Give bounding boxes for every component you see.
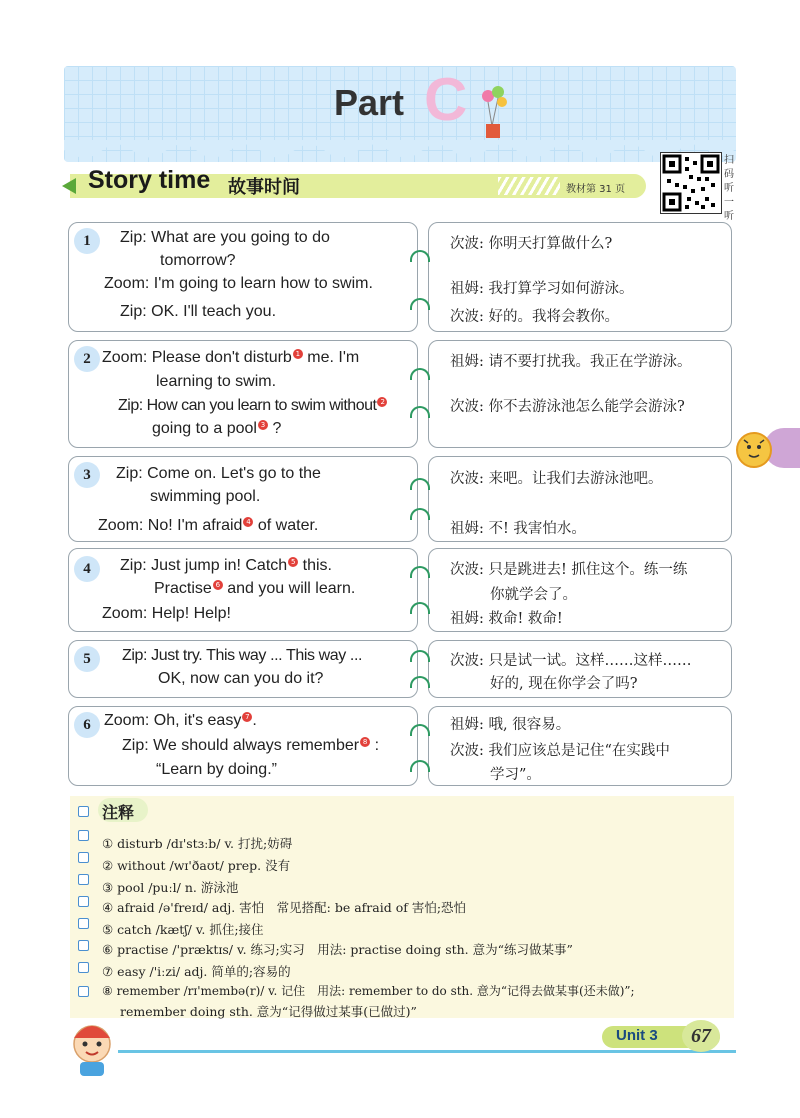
translation-line: 祖姆: 我打算学习如何游泳。 xyxy=(450,281,634,297)
balloons-icon xyxy=(478,84,508,140)
dialogue-line: Zip: Just jump in! Catch 5 this. xyxy=(120,557,332,574)
note-bullet-icon xyxy=(78,874,89,885)
dialogue-line: swimming pool. xyxy=(150,488,261,505)
note-bullet-icon xyxy=(78,940,89,951)
note-item: ⑦ easy /'iːzi/ adj. 简单的;容易的 xyxy=(102,964,291,979)
translation-line: 次波: 只是跳进去! 抓住这个。练一练 xyxy=(450,562,688,578)
footer-line xyxy=(118,1050,736,1053)
footnote-marker: 1 xyxy=(293,349,303,359)
dialogue-line: Zip: We should always remember 8 : xyxy=(122,737,380,754)
scan-listen-text: 扫 码 听 一 听 xyxy=(724,155,734,222)
binder-ring-icon xyxy=(410,602,430,614)
dialogue-line: Zoom: No! I'm afraid 4 of water. xyxy=(98,517,319,534)
dialogue-line: Zip: How can you learn to swim without 2 xyxy=(118,397,387,415)
binder-ring-icon xyxy=(410,478,430,490)
binder-ring-icon xyxy=(410,298,430,310)
note-item: remember doing sth. 意为“记得做过某事(已做过)” xyxy=(120,1004,417,1019)
footnote-marker: 8 xyxy=(360,737,370,747)
binder-ring-icon xyxy=(410,760,430,772)
textbook-page-ref: 教材第 31 页 xyxy=(566,184,626,195)
part-title: Part xyxy=(334,82,405,123)
panel-number: 5 xyxy=(74,646,100,672)
dialogue-line: OK, now can you do it? xyxy=(158,670,324,687)
translation-line: 学习”。 xyxy=(490,767,541,783)
translation-line: 祖姆: 请不要打扰我。我正在学游泳。 xyxy=(450,354,692,370)
dialogue-line: Zip: What are you going to do xyxy=(120,229,330,246)
tiger-icon xyxy=(736,432,772,468)
binder-ring-icon xyxy=(410,566,430,578)
story-title: Story time xyxy=(88,166,211,194)
note-item: ⑤ catch /kætʃ/ v. 抓住;接住 xyxy=(102,922,264,937)
binder-ring-icon xyxy=(410,250,430,262)
translation-line: 祖姆: 哦, 很容易。 xyxy=(450,717,571,733)
binder-ring-icon xyxy=(410,650,430,662)
note-bullet-icon xyxy=(78,806,89,817)
translation-line: 祖姆: 救命! 救命! xyxy=(450,611,563,627)
dialogue-line: tomorrow? xyxy=(160,252,236,269)
dialogue-line: Zoom: Help! Help! xyxy=(102,605,231,622)
note-bullet-icon xyxy=(78,830,89,841)
note-item: ② without /wɪ'ðaʊt/ prep. 没有 xyxy=(102,858,291,873)
dialogue-line: Zoom: Oh, it's easy 7 . xyxy=(104,712,257,729)
translation-line: 祖姆: 不! 我害怕水。 xyxy=(450,521,586,537)
translation-line: 次波: 我们应该总是记住“在实践中 xyxy=(450,743,670,759)
binder-ring-icon xyxy=(410,724,430,736)
story-triangle-icon xyxy=(62,178,76,194)
binder-ring-icon xyxy=(410,368,430,380)
qr-code-icon[interactable] xyxy=(660,152,722,214)
dialogue-line: learning to swim. xyxy=(156,373,277,390)
dialogue-line: going to a pool 3 ? xyxy=(152,420,282,437)
binder-ring-icon xyxy=(410,508,430,520)
dialogue-line: Zip: Come on. Let's go to the xyxy=(116,465,321,482)
stripes-decoration xyxy=(498,177,560,195)
page-number: 67 xyxy=(682,1020,720,1052)
panel-number: 2 xyxy=(74,346,100,372)
panel-number: 1 xyxy=(74,228,100,254)
footnote-marker: 3 xyxy=(258,420,268,430)
dialogue-line: Zip: Just try. This way ... This way ... xyxy=(122,647,363,664)
part-letter: C xyxy=(424,66,468,133)
note-item: ④ afraid /ə'freɪd/ adj. 害怕 常见搭配: be afraid of 害怕;恐怕 xyxy=(102,900,467,915)
translation-line: 次波: 只是试一试。这样……这样…… xyxy=(450,653,692,669)
translation-line: 次波: 来吧。让我们去游泳池吧。 xyxy=(450,471,663,487)
dialogue-line: Practise 6 and you will learn. xyxy=(154,580,356,597)
dialogue-line: Zip: OK. I'll teach you. xyxy=(120,303,277,320)
translation-line: 次波: 好的。我将会教你。 xyxy=(450,309,619,325)
translation-line: 你就学会了。 xyxy=(490,587,577,603)
note-bullet-icon xyxy=(78,918,89,929)
note-item: ⑥ practise /'præktɪs/ v. 练习;实习 用法: practise doing sth. 意为“练习做某事” xyxy=(102,942,573,957)
panel-number: 4 xyxy=(74,556,100,582)
note-item: ⑧ remember /rɪ'membə(r)/ v. 记住 用法: remember to do sth. 意为“记得去做某事(还未做)”; xyxy=(102,984,635,998)
story-title-cn: 故事时间 xyxy=(228,177,300,198)
binder-ring-icon xyxy=(410,676,430,688)
unit-label: Unit 3 xyxy=(616,1027,658,1044)
panel-number: 3 xyxy=(74,462,100,488)
dialogue-line: Zoom: I'm going to learn how to swim. xyxy=(104,275,373,292)
translation-line: 次波: 你不去游泳池怎么能学会游泳? xyxy=(450,399,685,415)
note-bullet-icon xyxy=(78,962,89,973)
footnote-marker: 5 xyxy=(288,557,298,567)
note-item: ③ pool /puːl/ n. 游泳池 xyxy=(102,880,239,895)
header-wave-edge xyxy=(64,140,736,166)
footnote-marker: 6 xyxy=(213,580,223,590)
note-bullet-icon xyxy=(78,896,89,907)
translation-line: 好的, 现在你学会了吗? xyxy=(490,676,638,692)
dialogue-line: “Learn by doing.” xyxy=(156,761,277,778)
translation-line: 次波: 你明天打算做什么? xyxy=(450,236,613,252)
note-bullet-icon xyxy=(78,852,89,863)
notes-title: 注释 xyxy=(102,803,135,822)
dialogue-line: Zoom: Please don't disturb 1 me. I'm xyxy=(102,349,360,366)
cartoon-character-icon xyxy=(60,1014,124,1078)
footnote-marker: 2 xyxy=(377,397,387,407)
footnote-marker: 4 xyxy=(243,517,253,527)
panel-number: 6 xyxy=(74,712,100,738)
binder-ring-icon xyxy=(410,406,430,418)
note-item: ① disturb /dɪ'stɜːb/ v. 打扰;妨碍 xyxy=(102,836,293,851)
note-bullet-icon xyxy=(78,986,89,997)
footnote-marker: 7 xyxy=(242,712,252,722)
